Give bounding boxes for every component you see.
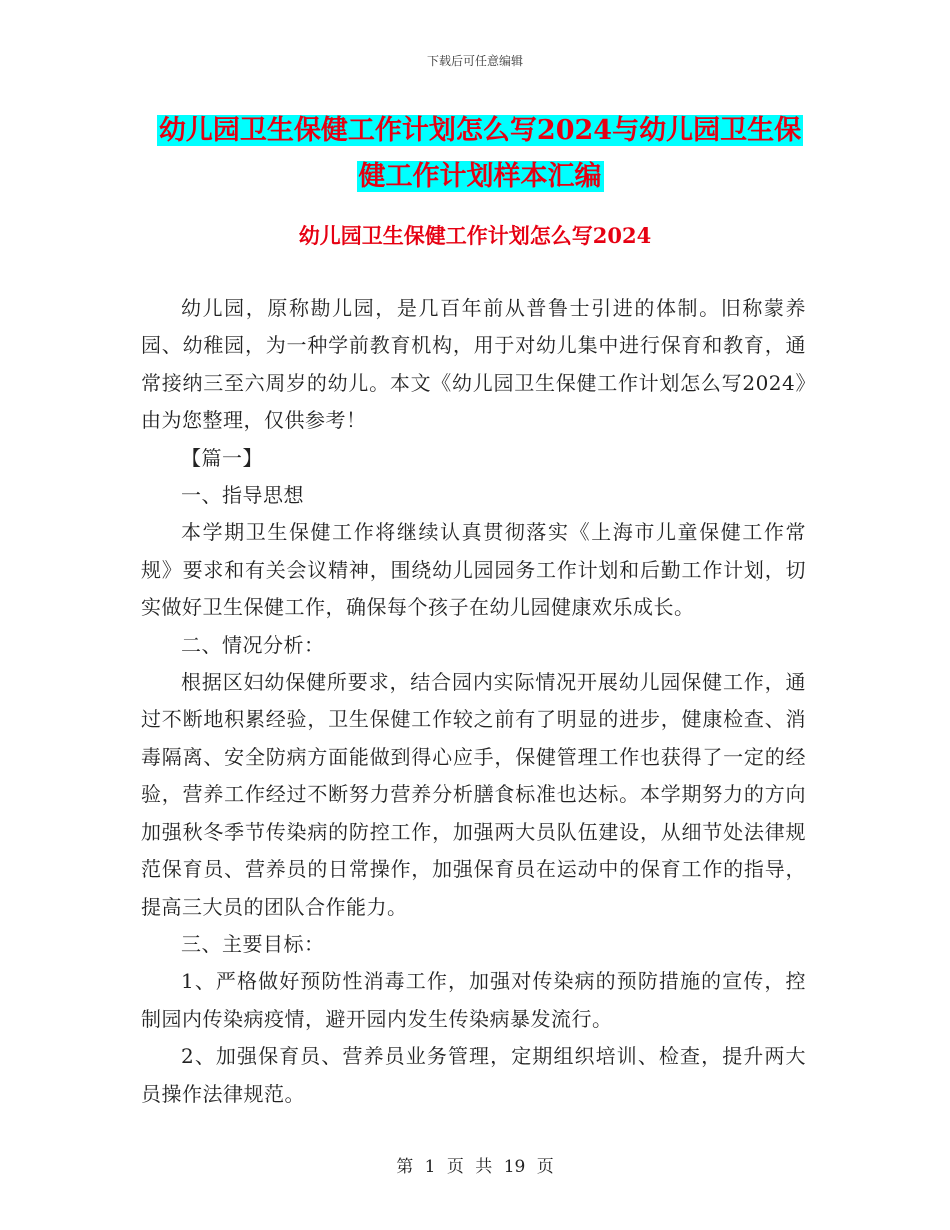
paragraph-guiding-thought: 本学期卫生保健工作将继续认真贯彻落实《上海市儿童保健工作常规》要求和有关会议精神，围绕幼儿园园务工作计划和后勤工作计划，切实做好卫生保健工作，确保每个孩子在幼儿园健康欢乐成长。 xyxy=(141,520,806,620)
paragraph-part-one-heading: 【篇一】 xyxy=(181,445,263,470)
document-title-line-1: 幼儿园卫生保健工作计划怎么写2024与幼儿园卫生保 xyxy=(158,115,802,146)
page-footer: 第 1 页 共 19 页 xyxy=(396,1157,554,1177)
paragraph-goal-2: 2、加强保育员、营养员业务管理，定期组织培训、检查，提升两大员操作法律规范。 xyxy=(141,1044,806,1106)
page-header-note: 下载后可任意编辑 xyxy=(426,54,523,68)
paragraph-situation-analysis: 根据区妇幼保健所要求，结合园内实际情况开展幼儿园保健工作，通过不断地积累经验，卫生保健工作较之前有了明显的进步，健康检查、消毒隔离、安全防病方面能做到得心应手，保健管理工作也获得了一定的经验，营养工作经过不断努力营养分析膳食标准也达标。本学期努力的方向加强秋冬季节传染病的防控工作，加强两大员队伍建设，从细节处法律规范保育员、营养员的日常操作，加强保育员在运动中的保育工作的指导，提高三大员的团队合作能力。 xyxy=(141,670,806,919)
document-title xyxy=(140,108,820,200)
paragraph-heading-guiding-thought: 一、指导思想 xyxy=(181,483,304,508)
paragraph-goal-1: 1、严格做好预防性消毒工作，加强对传染病的预防措施的宣传，控制园内传染病疫情，避开园内发生传染病暴发流行。 xyxy=(141,969,806,1031)
document-body xyxy=(141,290,806,1113)
paragraph-heading-situation-analysis: 二、情况分析： xyxy=(181,632,325,657)
paragraph-intro: 幼儿园，原称勘儿园，是几百年前从普鲁士引进的体制。旧称蒙养园、幼稚园，为一种学前教育机构，用于对幼儿集中进行保育和教育，通常接纳三至六周岁的幼儿。本文《幼儿园卫生保健工作计划怎么写2024》由为您整理，仅供参考！ xyxy=(141,296,806,433)
document-title-line-2: 健工作计划样本汇编 xyxy=(358,161,602,192)
paragraph-heading-main-goals: 三、主要目标： xyxy=(181,931,325,956)
section-title: 幼儿园卫生保健工作计划怎么写2024 xyxy=(298,223,652,248)
